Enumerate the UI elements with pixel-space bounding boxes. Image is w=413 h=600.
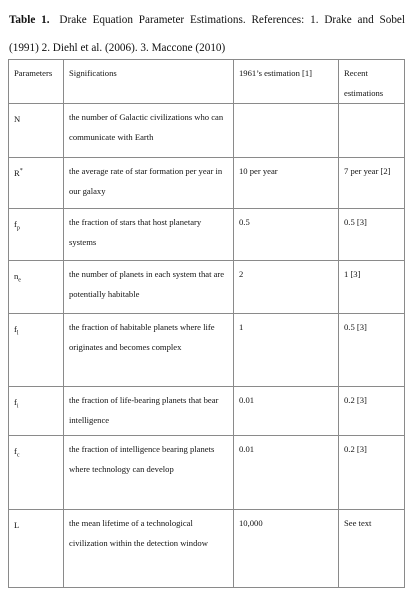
table-label: Table 1. <box>9 14 50 26</box>
table-caption <box>9 6 405 62</box>
parameter-symbol: $f_i$ <box>9 387 64 436</box>
header-significations: Significations <box>64 60 234 104</box>
parameter-symbol: L <box>9 510 64 588</box>
table-row <box>9 158 405 209</box>
parameter-signification: the average rate of star formation per year in our galaxy <box>64 158 234 209</box>
header-recent-estimations: Recent estimations <box>339 60 405 104</box>
table-row <box>9 314 405 387</box>
parameter-signification: the number of Galactic civilizations who can communicate with Earth <box>64 104 234 158</box>
parameter-1961-estimation: 10 per year <box>234 158 339 209</box>
parameter-1961-estimation: 2 <box>234 261 339 314</box>
parameter-recent-estimation: 0.2 [3] <box>339 436 405 510</box>
parameter-symbol: $n_e$ <box>9 261 64 314</box>
table-row <box>9 104 405 158</box>
parameter-recent-estimation: 0.5 [3] <box>339 314 405 387</box>
parameter-signification: the fraction of stars that host planetary systems <box>64 209 234 261</box>
drake-equation-table <box>8 59 405 588</box>
table-header-row <box>9 60 405 104</box>
parameter-signification: the mean lifetime of a technological civilization within the detection window <box>64 510 234 588</box>
parameter-signification: the fraction of intelligence bearing planets where technology can develop <box>64 436 234 510</box>
parameter-recent-estimation: 0.5 [3] <box>339 209 405 261</box>
parameter-1961-estimation: 0.5 <box>234 209 339 261</box>
parameter-1961-estimation: 1 <box>234 314 339 387</box>
table-row <box>9 209 405 261</box>
table-caption-text: Drake Equation Parameter Estimations. References: 1. Drake and Sobel (1991) 2. Diehl et al. (2006). 3. Maccone (2010) <box>9 14 405 54</box>
header-1961-estimation: 1961’s estimation [1] <box>234 60 339 104</box>
parameter-symbol: N <box>9 104 64 158</box>
parameter-recent-estimation: See text <box>339 510 405 588</box>
parameter-1961-estimation: 0.01 <box>234 436 339 510</box>
parameter-recent-estimation: 7 per year [2] <box>339 158 405 209</box>
parameter-1961-estimation: 0.01 <box>234 387 339 436</box>
parameter-recent-estimation: 1 [3] <box>339 261 405 314</box>
parameter-symbol: $f_l$ <box>9 314 64 387</box>
parameter-symbol: R* <box>9 158 64 209</box>
parameter-signification: the fraction of life-bearing planets that bear intelligence <box>64 387 234 436</box>
parameter-signification: the number of planets in each system that are potentially habitable <box>64 261 234 314</box>
parameter-recent-estimation: 0.2 [3] <box>339 387 405 436</box>
table-row <box>9 510 405 588</box>
parameter-symbol: $f_c$ <box>9 436 64 510</box>
parameter-1961-estimation <box>234 104 339 158</box>
table-row <box>9 387 405 436</box>
parameter-symbol: $f_p$ <box>9 209 64 261</box>
table-row <box>9 436 405 510</box>
header-parameters: Parameters <box>9 60 64 104</box>
parameter-1961-estimation: 10,000 <box>234 510 339 588</box>
table-row <box>9 261 405 314</box>
parameter-recent-estimation <box>339 104 405 158</box>
parameter-signification: the fraction of habitable planets where life originates and becomes complex <box>64 314 234 387</box>
